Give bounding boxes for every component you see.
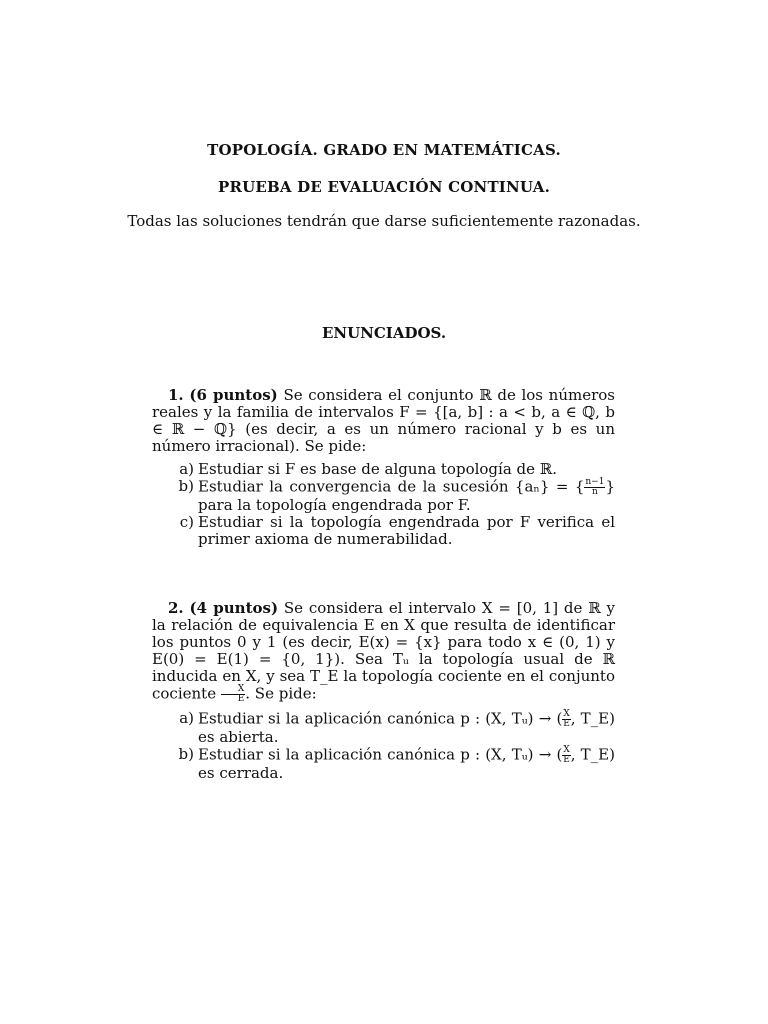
document-subtitle: PRUEBA DE EVALUACIÓN CONTINUA. <box>217 178 551 196</box>
part-text-before: Estudiar si la aplicación canónica p : (X, Tᵤ) → ( <box>198 745 563 764</box>
problem-2-number: 2. <box>168 599 184 617</box>
problem-1-part-c <box>152 514 615 548</box>
fraction-numerator: X <box>563 745 570 755</box>
part-label: b) <box>178 477 194 495</box>
part-text <box>194 746 615 782</box>
sequence-fraction <box>584 478 605 497</box>
part-text-after: } para la topología engendrada por F. <box>198 477 615 514</box>
problem-1-number: 1. <box>168 386 184 404</box>
fraction-denominator: n <box>592 487 598 497</box>
part-label: a) <box>179 460 194 478</box>
instructions-text: Todas las soluciones tendrán que darse suficientemente razonadas. <box>127 212 641 230</box>
quotient-fraction <box>221 685 245 704</box>
fraction-numerator: n−1 <box>585 477 605 487</box>
problem-1 <box>152 387 615 548</box>
part-label: b) <box>178 745 194 763</box>
problem-2-points: (4 puntos) <box>189 599 279 617</box>
problem-2-text-after: . Se pide: <box>245 684 317 703</box>
part-text-before: Estudiar la convergencia de la sucesión {aₙ} = { <box>198 477 585 496</box>
problem-1-statement <box>152 387 615 455</box>
part-label: c) <box>179 513 194 531</box>
part-text <box>194 710 615 746</box>
fraction-denominator: E <box>563 719 570 729</box>
problem-2 <box>152 600 615 782</box>
part-text-before: Estudiar si la aplicación canónica p : (X, Tᵤ) → ( <box>198 709 563 728</box>
problem-1-part-a <box>152 461 615 478</box>
part-text-after: , T_E) es abierta. <box>198 709 615 746</box>
part-label: a) <box>179 709 194 727</box>
quotient-fraction <box>562 710 570 729</box>
fraction-denominator: E <box>237 694 245 704</box>
fraction-numerator: X <box>563 709 570 719</box>
fraction-numerator: X <box>221 685 245 695</box>
quotient-fraction <box>562 746 570 765</box>
part-text <box>194 478 615 514</box>
part-text: Estudiar si la topología engendrada por F verifica el primer axioma de numerabilidad. <box>198 513 615 548</box>
problem-1-part-b <box>152 478 615 514</box>
problem-2-part-a <box>152 710 615 746</box>
problem-2-parts <box>152 710 615 782</box>
problem-2-part-b <box>152 746 615 782</box>
part-text-after: , T_E) es cerrada. <box>198 745 615 782</box>
problem-1-text: Se considera el conjunto ℝ de los números reales y la familia de intervalos F = {[a, b] : a < b, a ∈ ℚ, b ∈ ℝ − ℚ} (es decir, a es un número racional y b es un número irracional). Se pide: <box>152 386 615 455</box>
problem-1-parts <box>152 461 615 548</box>
problem-2-statement <box>152 600 615 704</box>
part-text: Estudiar si F es base de alguna topología de ℝ. <box>198 460 558 478</box>
document-title: TOPOLOGÍA. GRADO EN MATEMÁTICAS. <box>207 141 561 159</box>
section-heading: ENUNCIADOS. <box>321 324 447 342</box>
fraction-denominator: E <box>563 755 570 765</box>
problem-2-text-before: Se considera el intervalo X = [0, 1] de ℝ y la relación de equivalencia E en X que resulta de identificar los puntos 0 y 1 (es decir, E(x) = {x} para todo x ∈ (0, 1) y E(0) = E(1) = {0, 1}). Sea Tᵤ la topología usual de ℝ inducida en X, y sea T_E la topología cociente en el conjunto cociente <box>152 599 615 703</box>
problem-1-points: (6 puntos) <box>189 386 278 404</box>
